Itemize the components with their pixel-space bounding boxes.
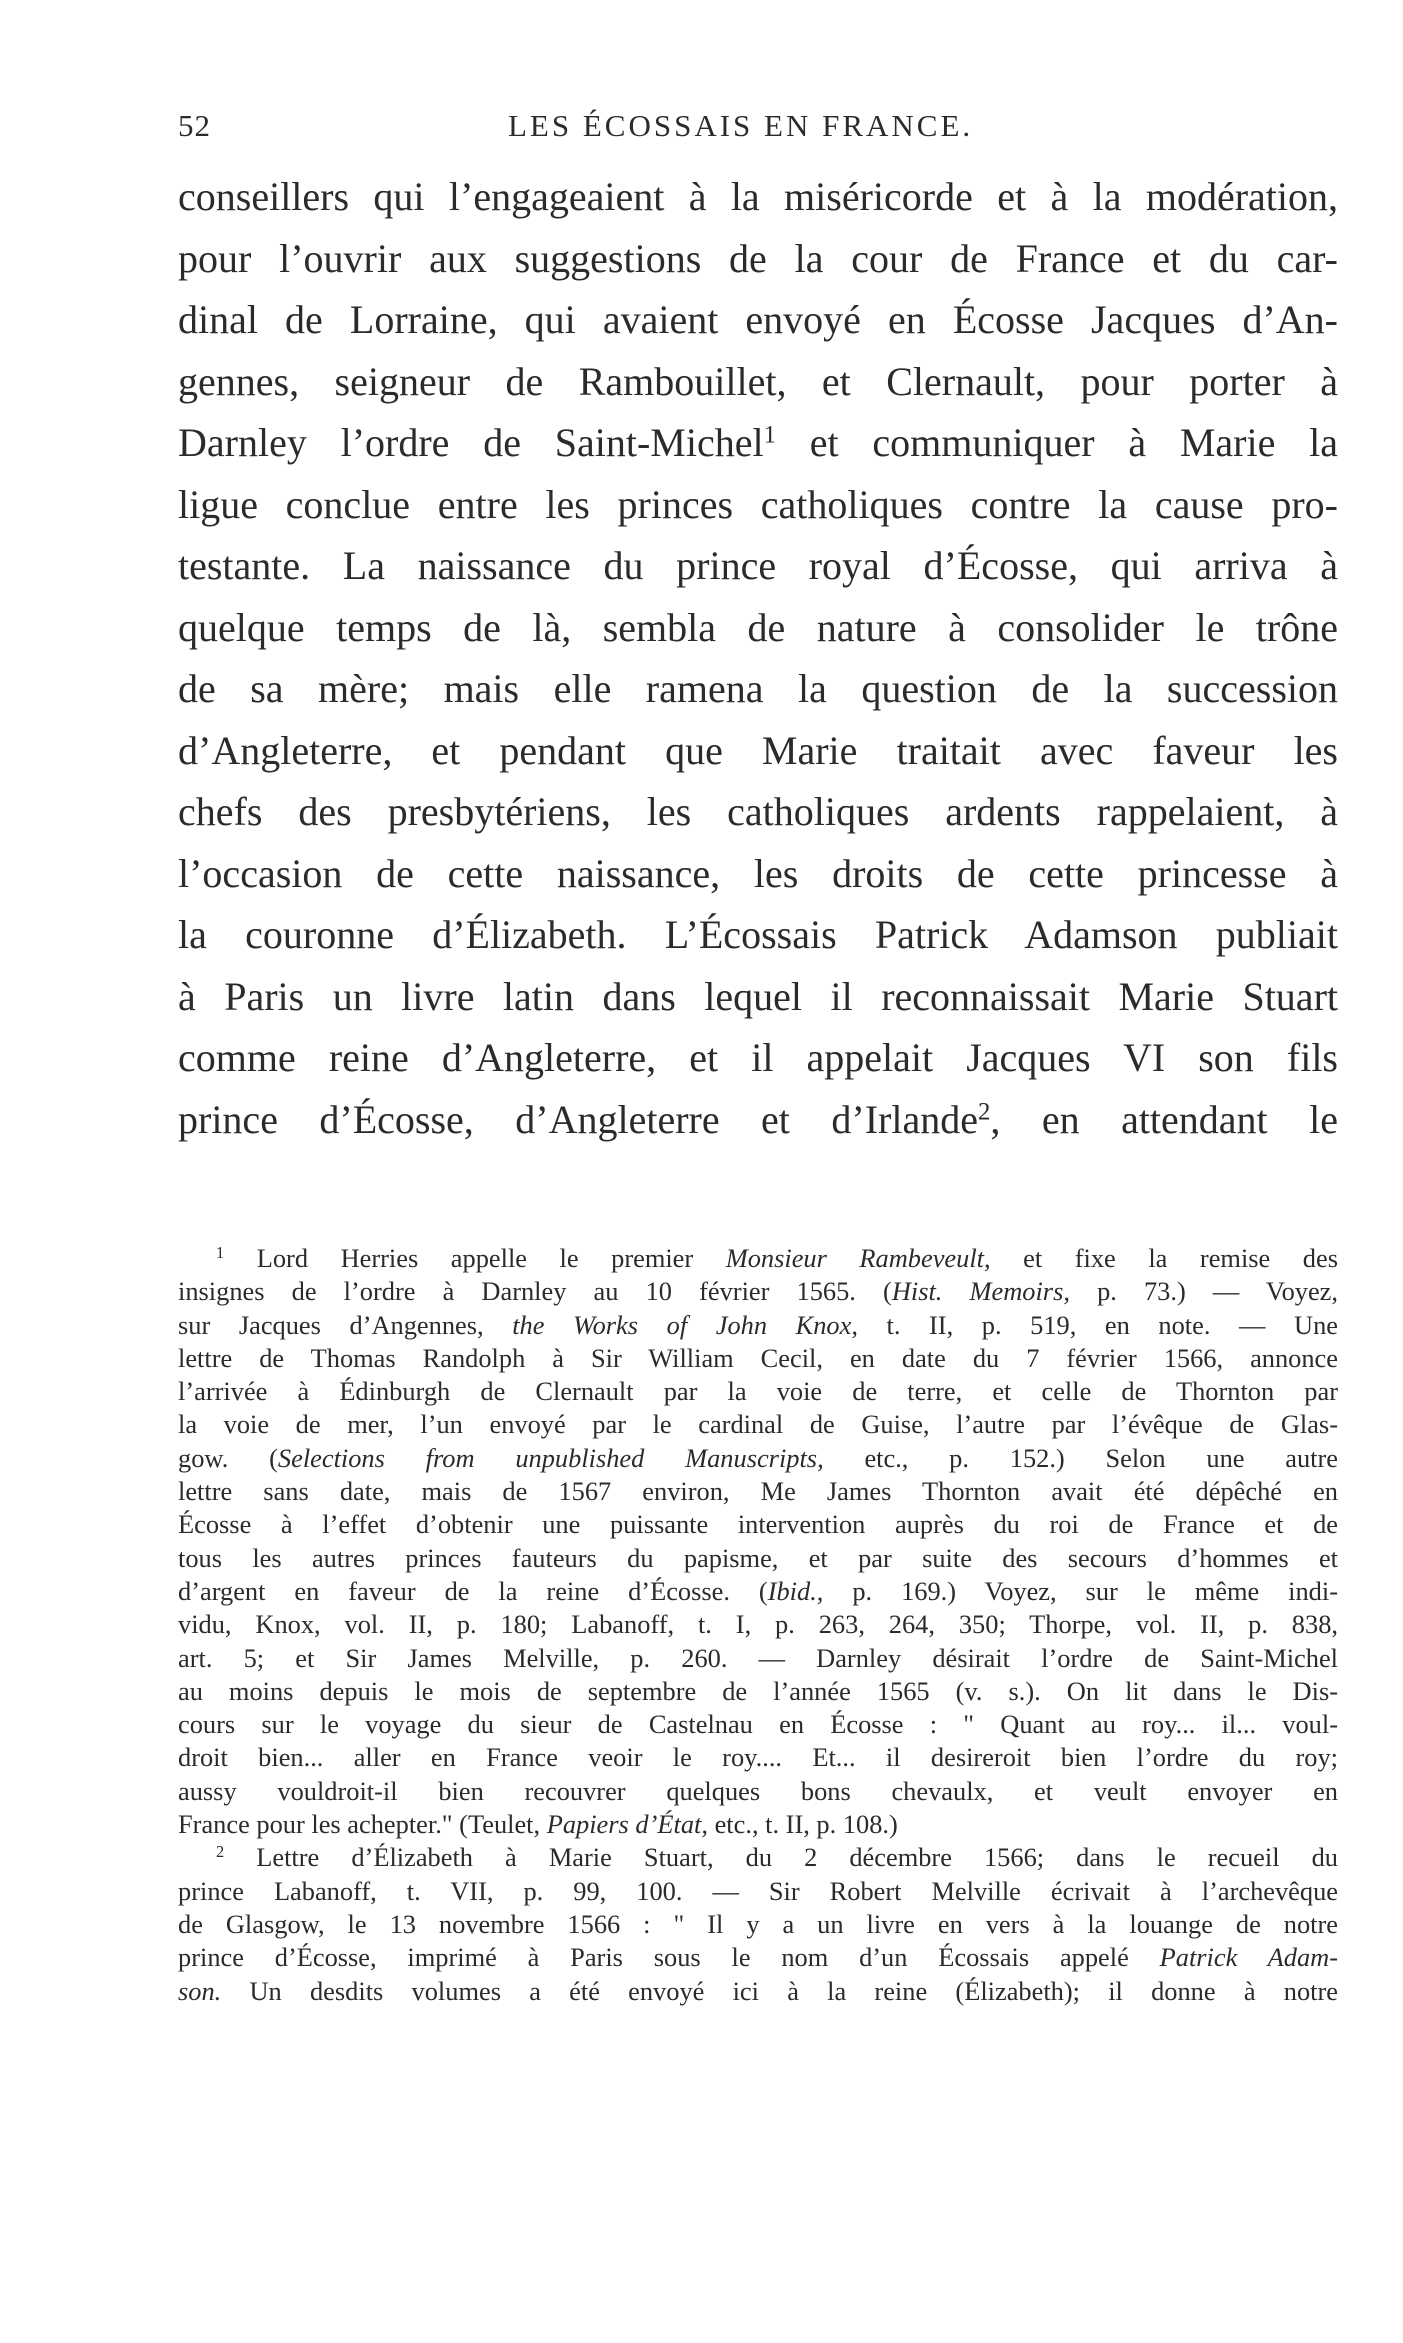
book-page <box>178 108 1338 2008</box>
footnote-line: Écosse à l’effet d’obtenir une puissante intervention auprès du roi de France et de <box>178 1509 1338 1540</box>
body-line: ligue conclue entre les princes catholiques contre la cause pro- <box>178 481 1338 527</box>
fn-text: sur Jacques d’Angennes, <box>178 1309 513 1340</box>
body-line: gennes, seigneur de Rambouillet, et Clernault, pour porter à <box>178 358 1338 404</box>
footnote-line <box>178 1975 1338 2008</box>
footnote-ref-1[interactable]: 1 <box>763 421 776 449</box>
body-text-segment: prince d’Écosse, d’Angleterre et d’Irlande <box>178 1096 978 1142</box>
fn-text: gow. ( <box>178 1442 278 1473</box>
body-line: la couronne d’Élizabeth. L’Écossais Patrick Adamson publiait <box>178 912 1338 957</box>
fn-title: son. <box>178 1975 222 2006</box>
fn-title: Monsieur Rambeveult, <box>725 1243 991 1273</box>
body-line: pour l’ouvrir aux suggestions de la cour de France et du car- <box>178 235 1338 281</box>
fn-text: etc., t. II, p. 108.) <box>707 1809 898 1840</box>
footnote-line: tous les autres princes fauteurs du papisme, et par suite des secours d’hommes et <box>178 1542 1338 1573</box>
footnote-mark-1: 1 <box>216 1243 225 1262</box>
body-text-segment: , en attendant le <box>990 1096 1338 1142</box>
body-line: testante. La naissance du prince royal d’Écosse, qui arriva à <box>178 543 1338 588</box>
footnote-line: lettre de Thomas Randolph à Sir William Cecil, en date du 7 février 1566, annonce <box>178 1342 1338 1373</box>
body-text-segment: Darnley l’ordre de Saint-Michel <box>178 420 764 465</box>
fn-text: Un desdits volumes a été envoyé ici à la reine (Élizabeth); il donne à notre <box>221 1975 1338 2006</box>
fn-text: t. II, p. 519, en note. — Une <box>857 1309 1338 1340</box>
footnote-line: aussy vouldroit-il bien recouvrer quelques bons chevaulx, et veult envoyer en <box>178 1775 1338 1806</box>
body-line: l’occasion de cette naissance, les droits de cette princesse à <box>178 850 1338 896</box>
body-line: comme reine d’Angleterre, et il appelait Jacques VI son fils <box>178 1035 1338 1080</box>
body-line: d’Angleterre, et pendant que Marie traitait avec faveur les <box>178 727 1338 773</box>
fn-text: p. 73.) — Voyez, <box>1069 1276 1338 1307</box>
fn-text: etc., p. 152.) Selon une autre <box>823 1442 1339 1473</box>
running-title: LES ÉCOSSAIS EN FRANCE. <box>508 108 974 143</box>
footnote-line <box>178 1242 1338 1275</box>
footnote-line <box>178 1841 1338 1874</box>
footnote-mark-2: 2 <box>216 1842 225 1862</box>
fn-text: d’argent en faveur de la reine d’Écosse. ( <box>178 1575 768 1606</box>
footnote-line: art. 5; et Sir James Melville, p. 260. — Darnley désirait l’ordre de Saint-Michel <box>178 1642 1338 1673</box>
body-line <box>178 1089 1338 1151</box>
body-line: de sa mère; mais elle ramena la question de la succession <box>178 666 1338 711</box>
footnote-line <box>178 1442 1338 1475</box>
footnote-line <box>178 1808 1338 1841</box>
fn-title: the Works of John Knox, <box>512 1309 858 1340</box>
fn-text: Lettre d’Élizabeth à Marie Stuart, du 2 décembre 1566; dans le recueil du <box>256 1842 1338 1873</box>
footnote-line <box>178 1941 1338 1974</box>
fn-text: France pour les achepter." (Teulet, <box>178 1809 547 1840</box>
fn-text: prince d’Écosse, imprimé à Paris sous le nom d’un Écossais appelé <box>178 1942 1160 1973</box>
fn-text: insignes de l’ordre à Darnley au 10 février 1565. ( <box>178 1276 892 1307</box>
body-line <box>178 412 1338 474</box>
fn-title: Papiers d’État, <box>546 1809 708 1840</box>
main-text <box>178 166 1338 1150</box>
fn-text: Lord Herries appelle le premier <box>256 1243 726 1273</box>
footnote-line: droit bien... aller en France veoir le roy.... Et... il desireroit bien l’ordre du roy; <box>178 1742 1338 1773</box>
page-number: 52 <box>178 108 211 143</box>
footnote-line <box>178 1309 1338 1342</box>
fn-text: p. 169.) Voyez, sur le même indi- <box>823 1575 1339 1606</box>
footnote-ref-2[interactable]: 2 <box>977 1097 991 1125</box>
fn-title: Hist. Memoirs, <box>891 1276 1070 1307</box>
fn-text: et fixe la remise des <box>990 1243 1338 1273</box>
footnote-line: de Glasgow, le 13 novembre 1566 : " Il y a un livre en vers à la louange de notre <box>178 1908 1338 1939</box>
footnote-line <box>178 1575 1338 1608</box>
footnote-line: vidu, Knox, vol. II, p. 180; Labanoff, t. I, p. 263, 264, 350; Thorpe, vol. II, p. 838, <box>178 1609 1338 1640</box>
body-line: conseillers qui l’engageaient à la miséricorde et à la modération, <box>178 174 1338 219</box>
body-line: quelque temps de là, sembla de nature à consolider le trône <box>178 604 1338 650</box>
running-head <box>178 108 1338 152</box>
body-line: à Paris un livre latin dans lequel il reconnaissait Marie Stuart <box>178 973 1338 1019</box>
footnotes <box>178 1242 1338 2008</box>
fn-title: Patrick Adam- <box>1159 1942 1339 1973</box>
body-text-segment: et communiquer à Marie la <box>809 420 1339 465</box>
footnote-line: au moins depuis le mois de septembre de l’année 1565 (v. s.). On lit dans le Dis- <box>178 1675 1338 1706</box>
footnote-line <box>178 1275 1338 1308</box>
fn-title: Selections from unpublished Manuscripts, <box>277 1442 824 1473</box>
footnote-line: cours sur le voyage du sieur de Castelnau en Écosse : " Quant au roy... il... voul- <box>178 1709 1338 1740</box>
footnote-line: lettre sans date, mais de 1567 environ, Me James Thornton avait été dépêché en <box>178 1476 1338 1507</box>
body-line: dinal de Lorraine, qui avaient envoyé en Écosse Jacques d’An- <box>178 297 1338 342</box>
footnote-line: la voie de mer, l’un envoyé par le cardinal de Guise, l’autre par l’évêque de Glas- <box>178 1409 1338 1440</box>
footnote-line: prince Labanoff, t. VII, p. 99, 100. — Sir Robert Melville écrivait à l’archevêque <box>178 1875 1338 1906</box>
fn-title: Ibid., <box>767 1575 824 1606</box>
body-line: chefs des presbytériens, les catholiques ardents rappelaient, à <box>178 789 1338 834</box>
footnote-line: l’arrivée à Édinburgh de Clernault par la voie de terre, et celle de Thornton par <box>178 1376 1338 1407</box>
